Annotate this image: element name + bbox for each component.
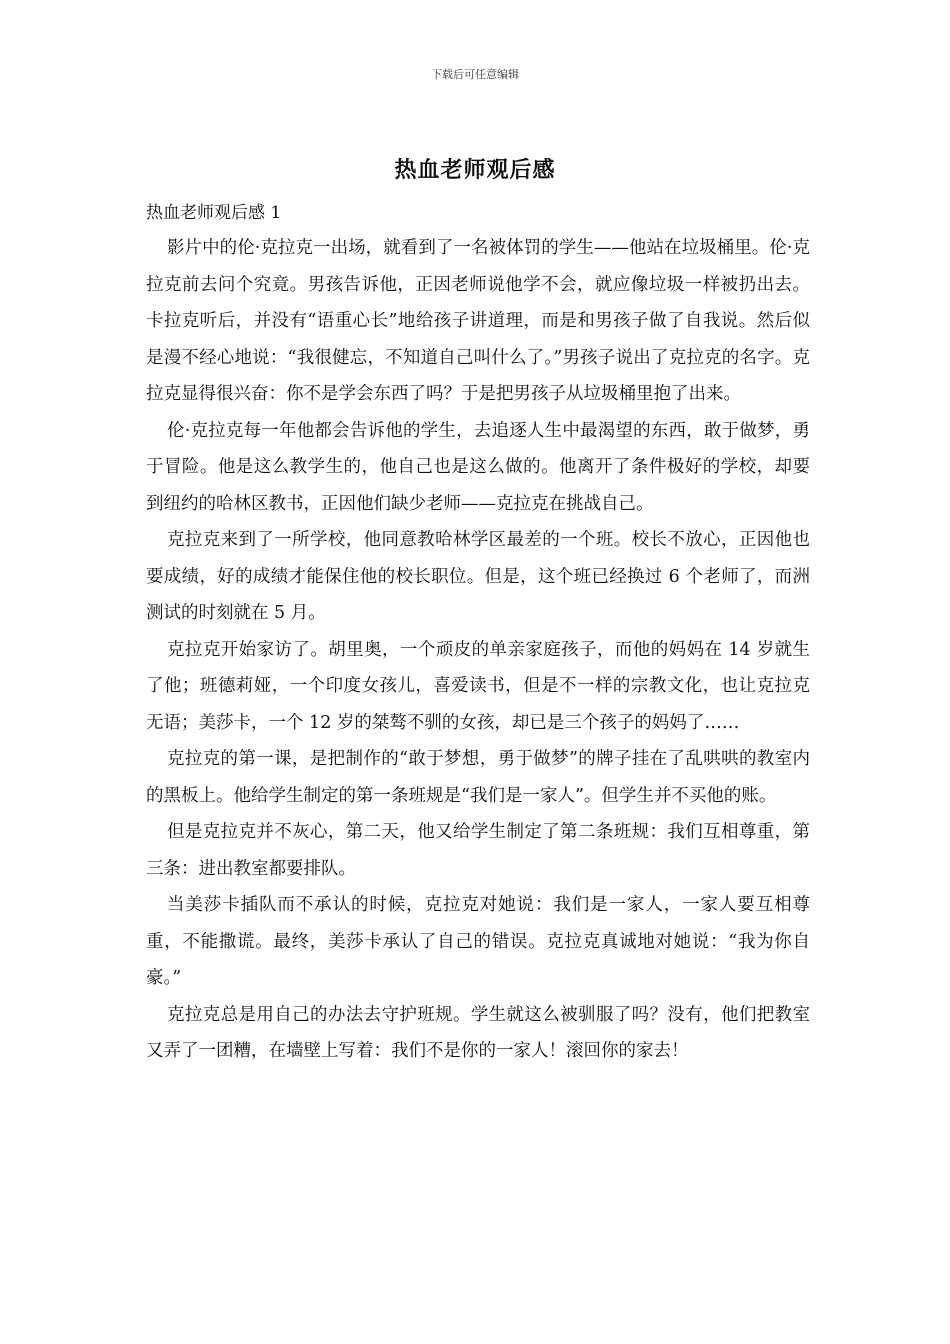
paragraph-3: 克拉克来到了一所学校，他同意教哈林学区最差的一个班。校长不放心，正因他也要成绩，好的成绩才能保住他的校长职位。但是，这个班已经换过 6 个老师了，而洲测试的时刻就在 5 月。 [146, 530, 810, 623]
section-subtitle: 热血老师观后感 1 [146, 203, 282, 223]
header-note: 下载后可任意编辑 [431, 68, 519, 81]
paragraph-1: 影片中的伦·克拉克一出场，就看到了一名被体罚的学生——他站在垃圾桶里。伦·克拉克前去问个究竟。男孩告诉他，正因老师说他学不会，就应像垃圾一样被扔出去。卡拉克听后，并没有“语重心长”地给孩子讲道理，而是和男孩子做了自我说。然后似是漫不经心地说：“我很健忘，不知道自己叫什么了。”男孩子说出了克拉克的名字。克拉克显得很兴奋：你不是学会东西了吗？于是把男孩子从垃圾桶里抱了出来。 [146, 238, 810, 404]
article-body [146, 230, 810, 1070]
page-title: 热血老师观后感 [394, 157, 556, 183]
paragraph-6: 但是克拉克并不灰心，第二天，他又给学生制定了第二条班规：我们互相尊重，第三条：进出教室都要排队。 [146, 822, 810, 879]
paragraph-5: 克拉克的第一课，是把制作的“敢于梦想，勇于做梦”的牌子挂在了乱哄哄的教室内的黑板上。他给学生制定的第一条班规是“我们是一家人”。但学生并不买他的账。 [146, 749, 810, 806]
paragraph-2: 伦·克拉克每一年他都会告诉他的学生，去追逐人生中最渴望的东西，敢于做梦，勇于冒险。他是这么教学生的，他自己也是这么做的。他离开了条件极好的学校，却要到纽约的哈林区教书，正因他们缺少老师——克拉克在挑战自己。 [146, 420, 810, 514]
paragraph-8: 克拉克总是用自己的办法去守护班规。学生就这么被驯服了吗？没有，他们把教室又弄了一团糟，在墙壁上写着：我们不是你的一家人！滚回你的家去！ [146, 1004, 810, 1061]
paragraph-7: 当美莎卡插队而不承认的时候，克拉克对她说：我们是一家人，一家人要互相尊重，不能撒谎。最终，美莎卡承认了自己的错误。克拉克真诚地对她说：“我为你自豪。” [146, 895, 810, 988]
paragraph-4: 克拉克开始家访了。胡里奥，一个顽皮的单亲家庭孩子，而他的妈妈在 14 岁就生了他；班德莉娅，一个印度女孩儿，喜爱读书，但是不一样的宗教文化，也让克拉克无语；美莎卡，一个 12 岁的桀骜不驯的女孩，却已是三个孩子的妈妈了…… [146, 639, 810, 733]
